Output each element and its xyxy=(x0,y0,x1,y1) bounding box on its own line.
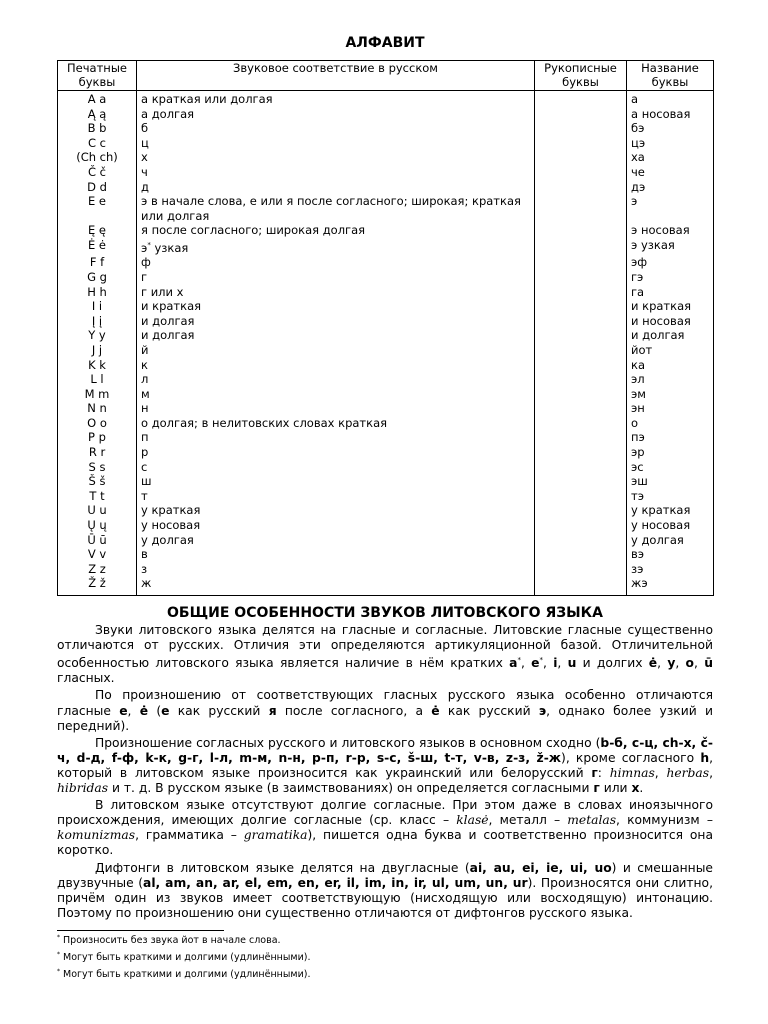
bold-run: u xyxy=(567,656,577,671)
cell-printed-letter: L l xyxy=(58,372,137,387)
bold-run: o xyxy=(685,656,694,671)
cell-printed-letter: Į į xyxy=(58,314,137,329)
bold-run: e xyxy=(161,703,170,718)
cell-printed-letter: D d xyxy=(58,180,137,195)
cell-handwritten xyxy=(535,238,627,255)
text-run: и т. д. В русском языке (в заимствованиях) он определяется согласными xyxy=(108,781,594,796)
cell-letter-name: эл xyxy=(627,372,714,387)
text-run: ), кроме согласного xyxy=(561,750,701,765)
text-run: Произношение согласных русского и литовского языков в основном сходно ( xyxy=(95,735,601,750)
table-row xyxy=(58,503,714,518)
text-run: , однако более узкий и передний). xyxy=(57,703,713,733)
table-row xyxy=(58,121,714,136)
table-row xyxy=(58,445,714,460)
cell-handwritten xyxy=(535,576,627,595)
cell-printed-letter: Y y xyxy=(58,328,137,343)
cell-handwritten xyxy=(535,547,627,562)
cell-sound: а долгая xyxy=(137,107,535,122)
cell-handwritten xyxy=(535,223,627,238)
table-row xyxy=(58,299,714,314)
cell-handwritten xyxy=(535,255,627,270)
cell-sound: а краткая или долгая xyxy=(137,91,535,107)
cell-printed-letter: H h xyxy=(58,285,137,300)
bold-run: ė xyxy=(431,703,440,718)
cell-handwritten xyxy=(535,270,627,285)
cell-sound: у долгая xyxy=(137,533,535,548)
table-header-row xyxy=(58,61,714,91)
table-row xyxy=(58,285,714,300)
cell-letter-name: э xyxy=(627,194,714,223)
text-run: По произношению от соответствующих гласных русского языка особенно отличаются гласные xyxy=(57,688,713,718)
table-row xyxy=(58,343,714,358)
table-row xyxy=(58,194,714,223)
bold-run: al, am, an, ar, el, em, en, er, il, im, in, ir, ul, um, un, ur xyxy=(143,875,528,890)
cell-sound: ф xyxy=(137,255,535,270)
table-row xyxy=(58,328,714,343)
cell-sound: д xyxy=(137,180,535,195)
table-row xyxy=(58,430,714,445)
text-run: гласных. xyxy=(57,671,115,686)
footnote xyxy=(57,965,713,982)
bold-run: ai, au, ei, ie, ui, uo xyxy=(469,860,612,875)
footnote-text: Могут быть краткими и долгими (удлинёнными). xyxy=(60,969,311,981)
table-row xyxy=(58,518,714,533)
body-paragraph xyxy=(57,688,713,733)
cell-handwritten xyxy=(535,518,627,533)
cell-printed-letter: I i xyxy=(58,299,137,314)
cell-sound: п xyxy=(137,430,535,445)
italic-run: himnas xyxy=(609,765,655,780)
table-row xyxy=(58,255,714,270)
cell-letter-name: и носовая xyxy=(627,314,714,329)
cell-letter-name: э носовая xyxy=(627,223,714,238)
cell-handwritten xyxy=(535,503,627,518)
cell-handwritten xyxy=(535,91,627,107)
cell-printed-letter: Č č xyxy=(58,165,137,180)
cell-printed-letter: N n xyxy=(58,401,137,416)
cell-letter-name: эн xyxy=(627,401,714,416)
footnote-mark: * xyxy=(147,240,151,249)
cell-letter-name: ка xyxy=(627,358,714,373)
cell-sound: и краткая xyxy=(137,299,535,314)
cell-printed-letter: C c xyxy=(58,136,137,151)
cell-letter-name: э узкая xyxy=(627,238,714,255)
italic-run: metalas xyxy=(567,813,617,828)
table-row xyxy=(58,416,714,431)
cell-sound: н xyxy=(137,401,535,416)
cell-letter-name: эм xyxy=(627,387,714,402)
footnote xyxy=(57,948,713,965)
cell-handwritten xyxy=(535,194,627,223)
cell-sound: и долгая xyxy=(137,328,535,343)
cell-letter-name: ха xyxy=(627,150,714,165)
cell-letter-name: жэ xyxy=(627,576,714,595)
table-row xyxy=(58,223,714,238)
page-title: АЛФАВИТ xyxy=(345,35,425,51)
table-row xyxy=(58,533,714,548)
cell-letter-name: и долгая xyxy=(627,328,714,343)
text-run: , грамматика – xyxy=(135,828,244,843)
text-run: , металл – xyxy=(488,813,568,828)
bold-run: х xyxy=(631,781,640,796)
table-row xyxy=(58,460,714,475)
text-run: , который в литовском языке произносится как украинский или белорусский xyxy=(57,750,714,780)
cell-letter-name: у долгая xyxy=(627,533,714,548)
text-run: . xyxy=(639,781,644,796)
cell-sound: з xyxy=(137,562,535,577)
cell-printed-letter: R r xyxy=(58,445,137,460)
text-run: , xyxy=(657,656,668,671)
cell-sound: б xyxy=(137,121,535,136)
cell-sound: я после согласного; широкая долгая xyxy=(137,223,535,238)
cell-letter-name: тэ xyxy=(627,489,714,504)
alphabet-table-body xyxy=(58,91,714,596)
cell-letter-name: эш xyxy=(627,474,714,489)
cell-sound: г xyxy=(137,270,535,285)
table-row xyxy=(58,136,714,151)
text-run: или xyxy=(599,781,632,796)
cell-sound: г или х xyxy=(137,285,535,300)
footnote-mark: * xyxy=(57,951,60,959)
cell-handwritten xyxy=(535,285,627,300)
bold-run: y xyxy=(667,656,676,671)
cell-printed-letter: Z z xyxy=(58,562,137,577)
cell-handwritten xyxy=(535,299,627,314)
document-page xyxy=(57,28,713,982)
text-run: как русский xyxy=(439,703,539,718)
cell-letter-name: пэ xyxy=(627,430,714,445)
text-run: Дифтонги в литовском языке делятся на двугласные ( xyxy=(95,860,470,875)
text-run: В литовском языке отсутствуют долгие согласные. При этом даже в словах иноязычного происхождения, имеющих долгие согласные (ср. класс – xyxy=(57,798,713,828)
cell-letter-name: цэ xyxy=(627,136,714,151)
cell-letter-name: дэ xyxy=(627,180,714,195)
cell-sound: т xyxy=(137,489,535,504)
cell-sound: л xyxy=(137,372,535,387)
cell-sound: м xyxy=(137,387,535,402)
body-paragraph xyxy=(57,736,713,796)
table-row xyxy=(58,358,714,373)
table-row xyxy=(58,150,714,165)
cell-printed-letter: E e xyxy=(58,194,137,223)
table-row xyxy=(58,372,714,387)
header-sound: Звуковое соответствие в русском xyxy=(137,61,535,91)
body-paragraph xyxy=(57,861,713,921)
cell-handwritten xyxy=(535,358,627,373)
bold-run: e xyxy=(531,656,540,671)
cell-printed-letter: G g xyxy=(58,270,137,285)
cell-handwritten xyxy=(535,136,627,151)
cell-sound: у носовая xyxy=(137,518,535,533)
cell-letter-name: эс xyxy=(627,460,714,475)
cell-printed-letter: Ę ę xyxy=(58,223,137,238)
cell-sound: о долгая; в нелитовских словах краткая xyxy=(137,416,535,431)
footnote-mark: * xyxy=(57,933,60,941)
text-run: ), пишется одна буква и соответственно произносится она коротко. xyxy=(57,828,714,858)
table-row xyxy=(58,270,714,285)
cell-letter-name: у краткая xyxy=(627,503,714,518)
cell-handwritten xyxy=(535,314,627,329)
cell-letter-name: а носовая xyxy=(627,107,714,122)
text-run: , xyxy=(520,656,532,671)
cell-sound: у краткая xyxy=(137,503,535,518)
text-run: и долгих xyxy=(576,656,649,671)
cell-handwritten xyxy=(535,372,627,387)
cell-printed-letter: V v xyxy=(58,547,137,562)
bold-run: a xyxy=(509,656,518,671)
cell-letter-name: эр xyxy=(627,445,714,460)
italic-run: herbas xyxy=(666,765,710,780)
cell-handwritten xyxy=(535,107,627,122)
text-run: ). Произносятся они слитно, причём один из звуков имеет соответствующую (нисходящую или восходящую) интонацию. Поэтому по произношению они существенно отличаются от дифтонгов русского языка. xyxy=(57,875,713,920)
cell-sound: к xyxy=(137,358,535,373)
text-run: ) и смешанные двузвучные ( xyxy=(57,860,713,890)
cell-sound: э* узкая xyxy=(137,238,535,255)
bold-run: г xyxy=(593,781,600,796)
cell-printed-letter: B b xyxy=(58,121,137,136)
bold-run: b-б, c-ц, ch-х, č-ч, d-д, f-ф, k-к, g-г, l-л, m-м, n-н, p-п, r-р, s-с, š-ш, t-т, v-в, z-з, ž-ж xyxy=(57,735,713,765)
italic-run: komunizmas xyxy=(57,828,136,843)
cell-letter-name: зэ xyxy=(627,562,714,577)
table-row xyxy=(58,474,714,489)
table-row xyxy=(58,91,714,107)
table-row xyxy=(58,401,714,416)
cell-sound: и долгая xyxy=(137,314,535,329)
footnote xyxy=(57,931,713,948)
table-row xyxy=(58,107,714,122)
bold-run: ė xyxy=(139,703,149,718)
cell-handwritten xyxy=(535,165,627,180)
cell-printed-letter: Š š xyxy=(58,474,137,489)
table-row xyxy=(58,165,714,180)
table-row xyxy=(58,180,714,195)
cell-sound: с xyxy=(137,460,535,475)
text-run: , xyxy=(557,656,568,671)
cell-printed-letter: (Ch ch) xyxy=(58,150,137,165)
cell-printed-letter: U u xyxy=(58,503,137,518)
cell-printed-letter: J j xyxy=(58,343,137,358)
cell-sound: ш xyxy=(137,474,535,489)
table-row xyxy=(58,562,714,577)
bold-run: e xyxy=(119,703,128,718)
cell-printed-letter: P p xyxy=(58,430,137,445)
cell-printed-letter: O o xyxy=(58,416,137,431)
text-run: , xyxy=(127,703,140,718)
cell-handwritten xyxy=(535,460,627,475)
cell-handwritten xyxy=(535,562,627,577)
section-title: ОБЩИЕ ОСОБЕННОСТИ ЗВУКОВ ЛИТОВСКОГО ЯЗЫКА xyxy=(167,605,603,622)
body-text xyxy=(57,623,713,921)
cell-handwritten xyxy=(535,430,627,445)
footnote-mark: * xyxy=(539,656,543,665)
text-run: : xyxy=(597,765,610,780)
cell-printed-letter: S s xyxy=(58,460,137,475)
cell-letter-name: гэ xyxy=(627,270,714,285)
bold-run: я xyxy=(268,703,277,718)
cell-handwritten xyxy=(535,416,627,431)
text-run: как русский xyxy=(169,703,269,718)
cell-handwritten xyxy=(535,489,627,504)
footnote-mark: * xyxy=(57,968,60,976)
text-run: Звуки литовского языка делятся на гласные и согласные. Литовские гласные существенно отличаются от русских. Отличия эти определяются артикуляционной базой. Отличительной особенностью литовского языка является наличие в нём кратких xyxy=(57,623,713,671)
text-run: , xyxy=(543,656,554,671)
bold-run: ū xyxy=(704,656,713,671)
cell-handwritten xyxy=(535,121,627,136)
bold-run: i xyxy=(553,656,558,671)
cell-handwritten xyxy=(535,387,627,402)
cell-printed-letter: Ž ž xyxy=(58,576,137,595)
cell-printed-letter: T t xyxy=(58,489,137,504)
header-printed-letters: Печатные буквы xyxy=(58,61,137,91)
cell-sound: ч xyxy=(137,165,535,180)
italic-run: klasė xyxy=(456,813,489,828)
cell-sound: р xyxy=(137,445,535,460)
cell-handwritten xyxy=(535,328,627,343)
cell-letter-name: бэ xyxy=(627,121,714,136)
cell-printed-letter: A a xyxy=(58,91,137,107)
cell-sound: э в начале слова, е или я после согласного; широкая; краткая или долгая xyxy=(137,194,535,223)
cell-printed-letter: Ū ū xyxy=(58,533,137,548)
cell-handwritten xyxy=(535,533,627,548)
table-row xyxy=(58,314,714,329)
text-run: после согласного, а xyxy=(276,703,432,718)
cell-handwritten xyxy=(535,343,627,358)
header-handwritten-letters: Рукописные буквы xyxy=(535,61,627,91)
cell-printed-letter: Ų ų xyxy=(58,518,137,533)
cell-printed-letter: F f xyxy=(58,255,137,270)
cell-sound: х xyxy=(137,150,535,165)
bold-run: э xyxy=(538,703,547,718)
cell-handwritten xyxy=(535,445,627,460)
table-row xyxy=(58,576,714,595)
table-row xyxy=(58,489,714,504)
cell-letter-name: йот xyxy=(627,343,714,358)
cell-letter-name: о xyxy=(627,416,714,431)
cell-letter-name: а xyxy=(627,91,714,107)
footnotes xyxy=(57,931,713,982)
cell-letter-name: га xyxy=(627,285,714,300)
cell-handwritten xyxy=(535,474,627,489)
cell-printed-letter: Ė ė xyxy=(58,238,137,255)
cell-letter-name: вэ xyxy=(627,547,714,562)
cell-sound: в xyxy=(137,547,535,562)
bold-run: г xyxy=(591,765,598,780)
cell-printed-letter: M m xyxy=(58,387,137,402)
footnote-text: Произносить без звука йот в начале слова. xyxy=(60,935,281,947)
cell-sound: ж xyxy=(137,576,535,595)
table-row xyxy=(58,547,714,562)
header-letter-name: Название буквы xyxy=(627,61,714,91)
text-run: , xyxy=(654,765,667,780)
footnote-mark: * xyxy=(517,656,521,665)
cell-handwritten xyxy=(535,150,627,165)
body-paragraph xyxy=(57,623,713,686)
cell-handwritten xyxy=(535,180,627,195)
cell-sound: ц xyxy=(137,136,535,151)
body-paragraph xyxy=(57,798,713,858)
italic-run: gramatika xyxy=(243,828,308,843)
text-run: ( xyxy=(148,703,162,718)
text-run: , xyxy=(694,656,705,671)
cell-letter-name: у носовая xyxy=(627,518,714,533)
table-row xyxy=(58,238,714,255)
footnote-text: Могут быть краткими и долгими (удлинёнными). xyxy=(60,952,311,964)
bold-run: h xyxy=(700,750,710,765)
cell-printed-letter: K k xyxy=(58,358,137,373)
text-run: , коммунизм – xyxy=(616,813,713,828)
text-run: , xyxy=(709,765,713,780)
italic-run: hibridas xyxy=(57,781,109,796)
cell-sound: й xyxy=(137,343,535,358)
alphabet-table xyxy=(57,60,714,596)
cell-letter-name: че xyxy=(627,165,714,180)
table-row xyxy=(58,387,714,402)
cell-letter-name: эф xyxy=(627,255,714,270)
text-run: , xyxy=(675,656,686,671)
cell-printed-letter: Ą ą xyxy=(58,107,137,122)
cell-handwritten xyxy=(535,401,627,416)
cell-letter-name: и краткая xyxy=(627,299,714,314)
bold-run: ė xyxy=(648,656,658,671)
